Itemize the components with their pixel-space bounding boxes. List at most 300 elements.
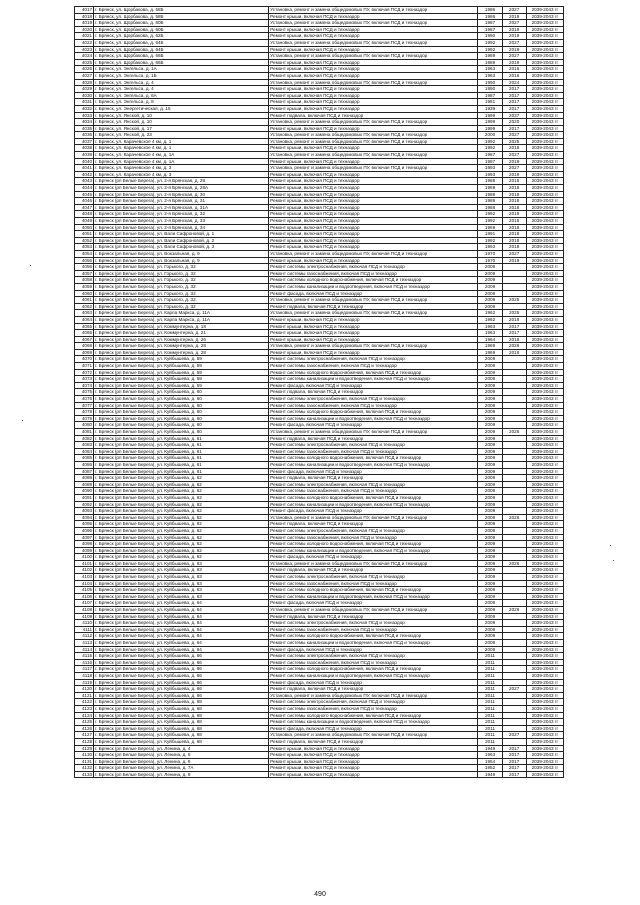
address-cell: г. Брянск (рп Белые Берега), ул. Горького, д. 32: [94, 264, 269, 271]
address-cell: г. Брянск (рп Белые Берега), ул. Куйбышева, д. 68: [94, 712, 269, 719]
table-row: [75, 382, 564, 389]
planned-period-cell: 2039-2043 гг: [526, 198, 563, 205]
address-cell: г. Брянск (рп Белые Берега), ул. Куйбышева, д. 62: [94, 501, 269, 508]
row-number: 4101: [75, 560, 94, 567]
last-repair-cell: 2018: [502, 198, 526, 205]
last-repair-cell: [502, 448, 526, 455]
last-repair-cell: [502, 659, 526, 666]
row-number: 4100: [75, 554, 94, 561]
row-number: 4110: [75, 620, 94, 627]
year-cell: 2009: [478, 277, 502, 284]
planned-period-cell: 2039-2043 гг: [526, 138, 563, 145]
work-type-cell: Ремонт системы электроснабжения, включая ПСД и техназдор: [269, 264, 478, 271]
work-type-cell: Установка, ремонт и замена общедомовых ПУ, включая ПСД и техназдор: [269, 138, 478, 145]
table-row: [75, 521, 564, 528]
planned-period-cell: 2039-2043 гг: [526, 13, 563, 20]
work-type-cell: Установка, ремонт и замена общедомовых ПУ, включая ПСД и техназдор: [269, 165, 478, 172]
row-number: 4042: [75, 171, 94, 178]
year-cell: 2009: [478, 488, 502, 495]
planned-period-cell: 2039-2043 гг: [526, 283, 563, 290]
planned-period-cell: 2039-2043 гг: [526, 771, 563, 778]
planned-period-cell: 2039-2043 гг: [526, 231, 563, 238]
work-type-cell: Установка, ремонт и замена общедомовых ПУ, включая ПСД и техназдор: [269, 732, 478, 739]
address-cell: г. Брянск, ул. Энгельса, д. 1А: [94, 66, 269, 73]
year-cell: 2009: [478, 494, 502, 501]
row-number: 4043: [75, 178, 94, 185]
year-cell: 2011: [478, 653, 502, 660]
last-repair-cell: 2018: [502, 191, 526, 198]
work-type-cell: Ремонт системы канализации и водоотведения, включая ПСД и техназдор: [269, 283, 478, 290]
row-number: 4026: [75, 66, 94, 73]
year-cell: 1963: [478, 66, 502, 73]
work-type-cell: Ремонт крыши, включая ПСД и техназдор: [269, 349, 478, 356]
row-number: 4120: [75, 686, 94, 693]
year-cell: 1963: [478, 330, 502, 337]
row-number: 4049: [75, 218, 94, 225]
planned-period-cell: 2039-2043 гг: [526, 765, 563, 772]
address-cell: г. Брянск (рп Белые Берега), ул. Куйбышева, д. 62: [94, 541, 269, 548]
address-cell: г. Брянск (рп Белые Берега), ул. 2-я Брянская, д. 32: [94, 211, 269, 218]
row-number: 4123: [75, 705, 94, 712]
table-row: [75, 231, 564, 238]
last-repair-cell: 2027: [502, 732, 526, 739]
year-cell: 2011: [478, 679, 502, 686]
planned-period-cell: 2039-2043 гг: [526, 461, 563, 468]
row-number: 4092: [75, 501, 94, 508]
year-cell: 1993: [478, 165, 502, 172]
work-type-cell: Ремонт системы газоснабжения, включая ПСД и техназдор: [269, 580, 478, 587]
row-number: 4133: [75, 771, 94, 778]
work-type-cell: Ремонт фасада, включая ПСД и техназдор: [269, 468, 478, 475]
last-repair-cell: [502, 402, 526, 409]
table-row: [75, 508, 564, 515]
year-cell: 2011: [478, 659, 502, 666]
table-row: [75, 26, 564, 33]
table-row: [75, 66, 564, 73]
row-number: 4125: [75, 719, 94, 726]
row-number: 4033: [75, 112, 94, 119]
year-cell: 1992: [478, 138, 502, 145]
work-type-cell: Установка, ремонт и замена общедомовых ПУ, включая ПСД и техназдор: [269, 343, 478, 350]
address-cell: г. Брянск (рп Белые Берега), ул. Коммунтерна, д. 26: [94, 336, 269, 343]
table-row: [75, 112, 564, 119]
planned-period-cell: 2039-2043 гг: [526, 429, 563, 436]
year-cell: 2009: [478, 382, 502, 389]
row-number: 4118: [75, 672, 94, 679]
address-cell: г. Брянск (рп Белые Берега), ул. Куйбышева, д. 64: [94, 613, 269, 620]
year-cell: 1987: [478, 20, 502, 27]
work-type-cell: Ремонт фасада, включая ПСД и техназдор: [269, 508, 478, 515]
table-row: [75, 211, 564, 218]
row-number: 4039: [75, 152, 94, 159]
planned-period-cell: 2039-2043 гг: [526, 323, 563, 330]
last-repair-cell: [502, 508, 526, 515]
table-row: [75, 224, 564, 231]
last-repair-cell: 2017: [502, 323, 526, 330]
last-repair-cell: [502, 277, 526, 284]
last-repair-cell: 2017: [502, 86, 526, 93]
work-type-cell: Ремонт крыши, включая ПСД и техназдор: [269, 99, 478, 106]
year-cell: 1962: [478, 310, 502, 317]
address-cell: г. Брянск (рп Белые Берега), ул. Куйбышева, д. 62: [94, 547, 269, 554]
address-cell: г. Брянск (рп Белые Берега), ул. Куйбышева, д. 63: [94, 587, 269, 594]
planned-period-cell: 2039-2043 гг: [526, 758, 563, 765]
work-type-cell: Ремонт крыши, включая ПСД и техназдор: [269, 316, 478, 323]
address-cell: г. Брянск, ул. Энгельса, д. 8: [94, 99, 269, 106]
work-type-cell: Ремонт крыши, включая ПСД и техназдор: [269, 86, 478, 93]
work-type-cell: Ремонт крыши, включая ПСД и техназдор: [269, 257, 478, 264]
year-cell: 2009: [478, 567, 502, 574]
year-cell: 2009: [478, 574, 502, 581]
planned-period-cell: 2039-2043 гг: [526, 277, 563, 284]
row-number: 4126: [75, 725, 94, 732]
table-row: [75, 409, 564, 416]
work-type-cell: Ремонт подвала, включая ПСД и техназдор: [269, 686, 478, 693]
table-row: [75, 270, 564, 277]
last-repair-cell: [502, 494, 526, 501]
last-repair-cell: [502, 270, 526, 277]
row-number: 4132: [75, 765, 94, 772]
row-number: 4046: [75, 198, 94, 205]
address-cell: г. Брянск, ул. Щорбакова, д. 66Б: [94, 53, 269, 60]
scan-speck: [613, 560, 614, 561]
year-cell: 1992: [478, 145, 502, 152]
last-repair-cell: [502, 653, 526, 660]
table-row: [75, 422, 564, 429]
year-cell: 2009: [478, 442, 502, 449]
planned-period-cell: 2039-2043 гг: [526, 402, 563, 409]
last-repair-cell: 2027: [502, 20, 526, 27]
row-number: 4105: [75, 587, 94, 594]
work-type-cell: Ремонт подвала, включая ПСД и техназдор: [269, 303, 478, 310]
table-row: [75, 13, 564, 20]
row-number: 4081: [75, 429, 94, 436]
year-cell: 2009: [478, 541, 502, 548]
year-cell: 2009: [478, 396, 502, 403]
table-row: [75, 158, 564, 165]
address-cell: г. Брянск (рп Белые Берега), ул. Коммунтерна, д. 28: [94, 343, 269, 350]
table-row: [75, 705, 564, 712]
work-type-cell: Ремонт крыши, включая ПСД и техназдор: [269, 745, 478, 752]
last-repair-cell: [502, 534, 526, 541]
last-repair-cell: [502, 283, 526, 290]
address-cell: г. Брянск (рп Белые Берега), ул. 2-я Брянская, д. 30: [94, 191, 269, 198]
year-cell: 2009: [478, 626, 502, 633]
last-repair-cell: 2026: [502, 343, 526, 350]
table-row: [75, 343, 564, 350]
row-number: 4076: [75, 396, 94, 403]
work-type-cell: Ремонт системы холодного водоснабжения, включая ПСД и техназдор: [269, 455, 478, 462]
year-cell: 2009: [478, 521, 502, 528]
row-number: 4063: [75, 310, 94, 317]
row-number: 4083: [75, 442, 94, 449]
year-cell: 1963: [478, 72, 502, 79]
table-row: [75, 475, 564, 482]
address-cell: г. Брянск (рп Белые Берега), ул. Куйбышева, д. 64: [94, 646, 269, 653]
table-row: [75, 541, 564, 548]
table-row: [75, 125, 564, 132]
row-number: 4034: [75, 119, 94, 126]
address-cell: г. Брянск (рп Белые Берега), ул. Куйбышева, д. 66: [94, 666, 269, 673]
address-cell: г. Брянск, ул. Энгельса, д. 1Б: [94, 72, 269, 79]
work-type-cell: Ремонт фасада, включая ПСД и техназдор: [269, 725, 478, 732]
address-cell: г. Брянск (рп Белые Берега), ул. Куйбышева, д. 61: [94, 461, 269, 468]
year-cell: 2009: [478, 461, 502, 468]
address-cell: г. Брянск (рп Белые Берега), ул. Куйбышева, д. 64: [94, 626, 269, 633]
planned-period-cell: 2039-2043 гг: [526, 541, 563, 548]
last-repair-cell: 2026: [502, 514, 526, 521]
planned-period-cell: 2039-2043 гг: [526, 600, 563, 607]
last-repair-cell: 2026: [502, 429, 526, 436]
planned-period-cell: 2039-2043 гг: [526, 752, 563, 759]
planned-period-cell: 2039-2043 гг: [526, 369, 563, 376]
row-number: 4124: [75, 712, 94, 719]
last-repair-cell: 2019: [502, 46, 526, 53]
row-number: 4040: [75, 158, 94, 165]
work-type-cell: Ремонт крыши, включая ПСД и техназдор: [269, 237, 478, 244]
work-type-cell: Ремонт крыши, включая ПСД и техназдор: [269, 92, 478, 99]
row-number: 4069: [75, 349, 94, 356]
table-row: [75, 580, 564, 587]
table-row: [75, 250, 564, 257]
table-row: [75, 593, 564, 600]
row-number: 4022: [75, 39, 94, 46]
row-number: 4084: [75, 448, 94, 455]
last-repair-cell: 2018: [502, 204, 526, 211]
address-cell: г. Брянск (рп Белые Берега), ул. Куйбышева, д. 60: [94, 396, 269, 403]
year-cell: 1949: [478, 771, 502, 778]
planned-period-cell: 2039-2043 гг: [526, 310, 563, 317]
row-number: 4128: [75, 738, 94, 745]
planned-period-cell: 2039-2043 гг: [526, 534, 563, 541]
last-repair-cell: [502, 382, 526, 389]
work-type-cell: Ремонт крыши, включая ПСД и техназдор: [269, 178, 478, 185]
last-repair-cell: 2018: [502, 231, 526, 238]
table-row: [75, 442, 564, 449]
work-type-cell: Ремонт крыши, включая ПСД и техназдор: [269, 33, 478, 40]
address-cell: г. Брянск (рп Белые Берега), ул. Куйбышева, д. 60: [94, 389, 269, 396]
address-cell: г. Брянск (рп Белые Берега), ул. 2-я Брянская, д. 28А: [94, 185, 269, 192]
table-row: [75, 402, 564, 409]
address-cell: г. Брянск (рп Белые Берега), ул. Куйбышева, д. 62: [94, 534, 269, 541]
table-row: [75, 725, 564, 732]
last-repair-cell: 2018: [502, 349, 526, 356]
planned-period-cell: 2039-2043 гг: [526, 257, 563, 264]
last-repair-cell: 2027: [502, 165, 526, 172]
address-cell: г. Брянск (рп Белые Берега), ул. Горького, д. 32: [94, 303, 269, 310]
planned-period-cell: 2039-2043 гг: [526, 376, 563, 383]
work-type-cell: Ремонт системы электроснабжения, включая ПСД и техназдор: [269, 574, 478, 581]
last-repair-cell: [502, 705, 526, 712]
row-number: 4051: [75, 231, 94, 238]
planned-period-cell: 2039-2043 гг: [526, 224, 563, 231]
planned-period-cell: 2039-2043 гг: [526, 171, 563, 178]
address-cell: г. Брянск (рп Белые Берега), ул. Куйбышева, д. 60: [94, 402, 269, 409]
address-cell: г. Брянск (рп Белые Берега), ул. Коммунтерна, д. 21: [94, 330, 269, 337]
address-cell: г. Брянск (рп Белые Берега), ул. Куйбышева, д. 66: [94, 686, 269, 693]
work-type-cell: Ремонт фасада, включая ПСД и техназдор: [269, 422, 478, 429]
table-row: [75, 303, 564, 310]
last-repair-cell: 2026: [502, 607, 526, 614]
work-type-cell: Ремонт системы электроснабжения, включая ПСД и техназдор: [269, 620, 478, 627]
planned-period-cell: 2039-2043 гг: [526, 640, 563, 647]
last-repair-cell: 2018: [502, 336, 526, 343]
work-type-cell: Ремонт подвала, включая ПСД и техназдор: [269, 521, 478, 528]
year-cell: 2009: [478, 468, 502, 475]
table-row: [75, 396, 564, 403]
last-repair-cell: 2025: [502, 310, 526, 317]
planned-period-cell: 2039-2043 гг: [526, 468, 563, 475]
address-cell: г. Брянск (рп Белые Берега), ул. Куйбышева, д. 60: [94, 409, 269, 416]
address-cell: г. Брянск (рп Белые Берега), ул. Куйбышева, д. 63: [94, 560, 269, 567]
last-repair-cell: 2027: [502, 152, 526, 159]
last-repair-cell: [502, 692, 526, 699]
table-row: [75, 7, 564, 14]
work-type-cell: Ремонт системы канализации и водоотведения, включая ПСД и техназдор: [269, 640, 478, 647]
address-cell: г. Брянск (рп Белые Берега), ул. Коммунтерна, д. 18: [94, 323, 269, 330]
work-type-cell: Ремонт подвала, включая ПСД и техназдор: [269, 435, 478, 442]
row-number: 4096: [75, 527, 94, 534]
planned-period-cell: 2039-2043 гг: [526, 185, 563, 192]
table-row: [75, 719, 564, 726]
table-row: [75, 607, 564, 614]
address-cell: г. Брянск (рп Белые Берега), ул. Куйбышева, д. 68: [94, 719, 269, 726]
last-repair-cell: 2018: [502, 185, 526, 192]
year-cell: 2009: [478, 429, 502, 436]
row-number: 4068: [75, 343, 94, 350]
work-type-cell: Установка, ремонт и замена общедомовых ПУ, включая ПСД и техназдор: [269, 152, 478, 159]
last-repair-cell: 2027: [502, 250, 526, 257]
table-row: [75, 646, 564, 653]
year-cell: 1981: [478, 99, 502, 106]
row-number: 4031: [75, 99, 94, 106]
row-number: 4017: [75, 7, 94, 14]
row-number: 4119: [75, 679, 94, 686]
row-number: 4059: [75, 283, 94, 290]
table-row: [75, 237, 564, 244]
address-cell: г. Брянск (рп Белые Берега), ул. Куйбышева, д. 59: [94, 376, 269, 383]
work-type-cell: Ремонт системы холодного водоснабжения, включая ПСД и техназдор: [269, 369, 478, 376]
work-type-cell: Ремонт крыши, включая ПСД и техназдор: [269, 72, 478, 79]
address-cell: г. Брянск (рп Белые Берега), ул. Куйбышева, д. 62: [94, 521, 269, 528]
row-number: 4078: [75, 409, 94, 416]
row-number: 4045: [75, 191, 94, 198]
year-cell: 2009: [478, 633, 502, 640]
planned-period-cell: 2039-2043 гг: [526, 46, 563, 53]
address-cell: г. Брянск (рп Белые Берега), ул. Ленина, д. 6: [94, 758, 269, 765]
planned-period-cell: 2039-2043 гг: [526, 481, 563, 488]
year-cell: 1986: [478, 7, 502, 14]
last-repair-cell: [502, 712, 526, 719]
row-number: 4079: [75, 415, 94, 422]
address-cell: г. Брянск (рп Белые Берега), ул. 2-я Брянская, д. 31А: [94, 204, 269, 211]
year-cell: 2009: [478, 455, 502, 462]
year-cell: 2009: [478, 297, 502, 304]
year-cell: 1988: [478, 204, 502, 211]
last-repair-cell: [502, 593, 526, 600]
row-number: 4103: [75, 574, 94, 581]
last-repair-cell: 2017: [502, 765, 526, 772]
table-row: [75, 547, 564, 554]
row-number: 4048: [75, 211, 94, 218]
planned-period-cell: 2039-2043 гг: [526, 349, 563, 356]
planned-period-cell: 2039-2043 гг: [526, 99, 563, 106]
table-row: [75, 514, 564, 521]
row-number: 4097: [75, 534, 94, 541]
row-number: 4131: [75, 758, 94, 765]
last-repair-cell: 2018: [502, 178, 526, 185]
row-number: 4111: [75, 626, 94, 633]
capital-repair-register-table: [74, 6, 564, 778]
last-repair-cell: [502, 633, 526, 640]
table-row: [75, 745, 564, 752]
row-number: 4021: [75, 33, 94, 40]
table-row: [75, 455, 564, 462]
year-cell: 1969: [478, 343, 502, 350]
last-repair-cell: 2025: [502, 138, 526, 145]
table-row: [75, 178, 564, 185]
row-number: 4062: [75, 303, 94, 310]
planned-period-cell: 2039-2043 гг: [526, 178, 563, 185]
year-cell: 2009: [478, 640, 502, 647]
year-cell: 1987: [478, 158, 502, 165]
table-row: [75, 468, 564, 475]
last-repair-cell: 2016: [502, 72, 526, 79]
planned-period-cell: 2039-2043 гг: [526, 745, 563, 752]
row-number: 4050: [75, 224, 94, 231]
table-row: [75, 310, 564, 317]
scan-speck: [610, 545, 611, 546]
last-repair-cell: [502, 409, 526, 416]
row-number: 4109: [75, 613, 94, 620]
last-repair-cell: [502, 461, 526, 468]
last-repair-cell: [502, 626, 526, 633]
address-cell: г. Брянск (рп Белые Берега), ул. Ленина, д. 8: [94, 771, 269, 778]
last-repair-cell: [502, 640, 526, 647]
work-type-cell: Ремонт крыши, включая ПСД и техназдор: [269, 323, 478, 330]
row-number: 4088: [75, 475, 94, 482]
address-cell: г. Брянск (рп Белые Берега), ул. 2-я Брянская, д. 31: [94, 198, 269, 205]
year-cell: 2009: [478, 435, 502, 442]
planned-period-cell: 2039-2043 гг: [526, 33, 563, 40]
work-type-cell: Ремонт системы холодного водоснабжения, включая ПСД и техназдор: [269, 494, 478, 501]
last-repair-cell: [502, 435, 526, 442]
year-cell: 1992: [478, 218, 502, 225]
work-type-cell: Ремонт фасада, включая ПСД и техназдор: [269, 382, 478, 389]
planned-period-cell: 2039-2043 гг: [526, 732, 563, 739]
planned-period-cell: 2039-2043 гг: [526, 53, 563, 60]
planned-period-cell: 2039-2043 гг: [526, 409, 563, 416]
year-cell: 1988: [478, 178, 502, 185]
last-repair-cell: 2017: [502, 752, 526, 759]
table-row: [75, 567, 564, 574]
address-cell: г. Брянск, ул. Карачевское 4 км, д. 1А: [94, 152, 269, 159]
address-cell: г. Брянск (рп Белые Берега), ул. Куйбышева, д. 59: [94, 369, 269, 376]
year-cell: 2011: [478, 692, 502, 699]
last-repair-cell: [502, 672, 526, 679]
table-row: [75, 336, 564, 343]
last-repair-cell: 2017: [502, 92, 526, 99]
planned-period-cell: 2039-2043 гг: [526, 705, 563, 712]
row-number: 4080: [75, 422, 94, 429]
table-row: [75, 39, 564, 46]
address-cell: г. Брянск (рп Белые Берега), ул. Куйбышева, д. 62: [94, 554, 269, 561]
planned-period-cell: 2039-2043 гг: [526, 250, 563, 257]
last-repair-cell: [502, 415, 526, 422]
row-number: 4117: [75, 666, 94, 673]
address-cell: г. Брянск (рп Белые Берега), ул. Ленина, д. 5: [94, 752, 269, 759]
year-cell: 2009: [478, 303, 502, 310]
